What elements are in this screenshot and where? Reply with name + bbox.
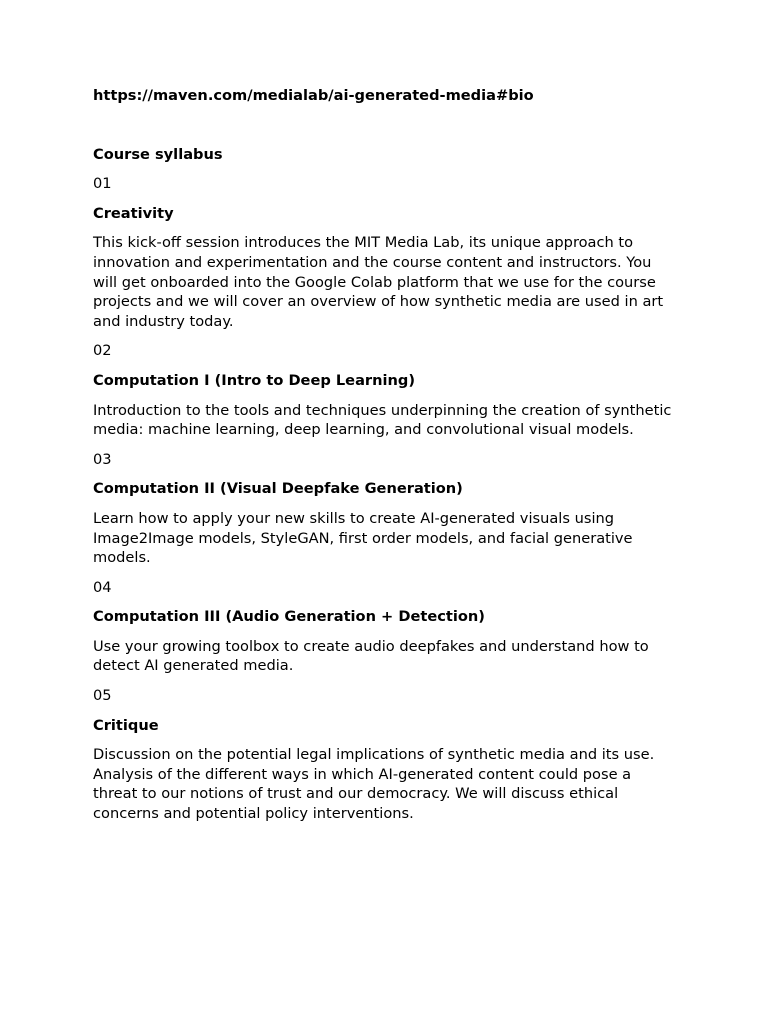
session-item [93,174,678,331]
session-number: 05 [93,687,112,705]
session-item [93,341,678,439]
section-heading: Course syllabus [93,145,223,163]
session-title: Computation II (Visual Deepfake Generation) [93,480,463,498]
session-description: Discussion on the potential legal implications of synthetic media and its use. Analysis of the different ways in which AI-generated content could pose a threat to our notions of trust and our democracy. We will discuss ethical concerns and potential policy interventions. [93,746,655,823]
session-item [93,686,678,824]
document-page [93,86,678,834]
session-title: Computation I (Intro to Deep Learning) [93,371,416,389]
session-description: This kick-off session introduces the MIT Media Lab, its unique approach to innovation and experimentation and the course content and instructors. You will get onboarded into the Google Colab platform that we use for the course projects and we will cover an overview of how synthetic media are used in art and industry today. [93,234,664,330]
session-description: Introduction to the tools and techniques underpinning the creation of synthetic media: machine learning, deep learning, and convolutional visual models. [93,401,672,439]
session-item [93,578,678,676]
session-number: 01 [93,175,112,193]
source-url: https://maven.com/medialab/ai-generated-media#bio [93,87,534,104]
session-item [93,450,678,568]
session-description: Learn how to apply your new skills to create AI-generated visuals using Image2Image models, StyleGAN, first order models, and facial generative models. [93,509,633,567]
session-number: 02 [93,342,112,360]
session-title: Computation III (Audio Generation + Detection) [93,608,485,626]
session-title: Creativity [93,204,174,222]
session-number: 03 [93,450,112,468]
session-description: Use your growing toolbox to create audio deepfakes and understand how to detect AI generated media. [93,637,649,675]
session-number: 04 [93,578,112,596]
session-title: Critique [93,716,159,734]
